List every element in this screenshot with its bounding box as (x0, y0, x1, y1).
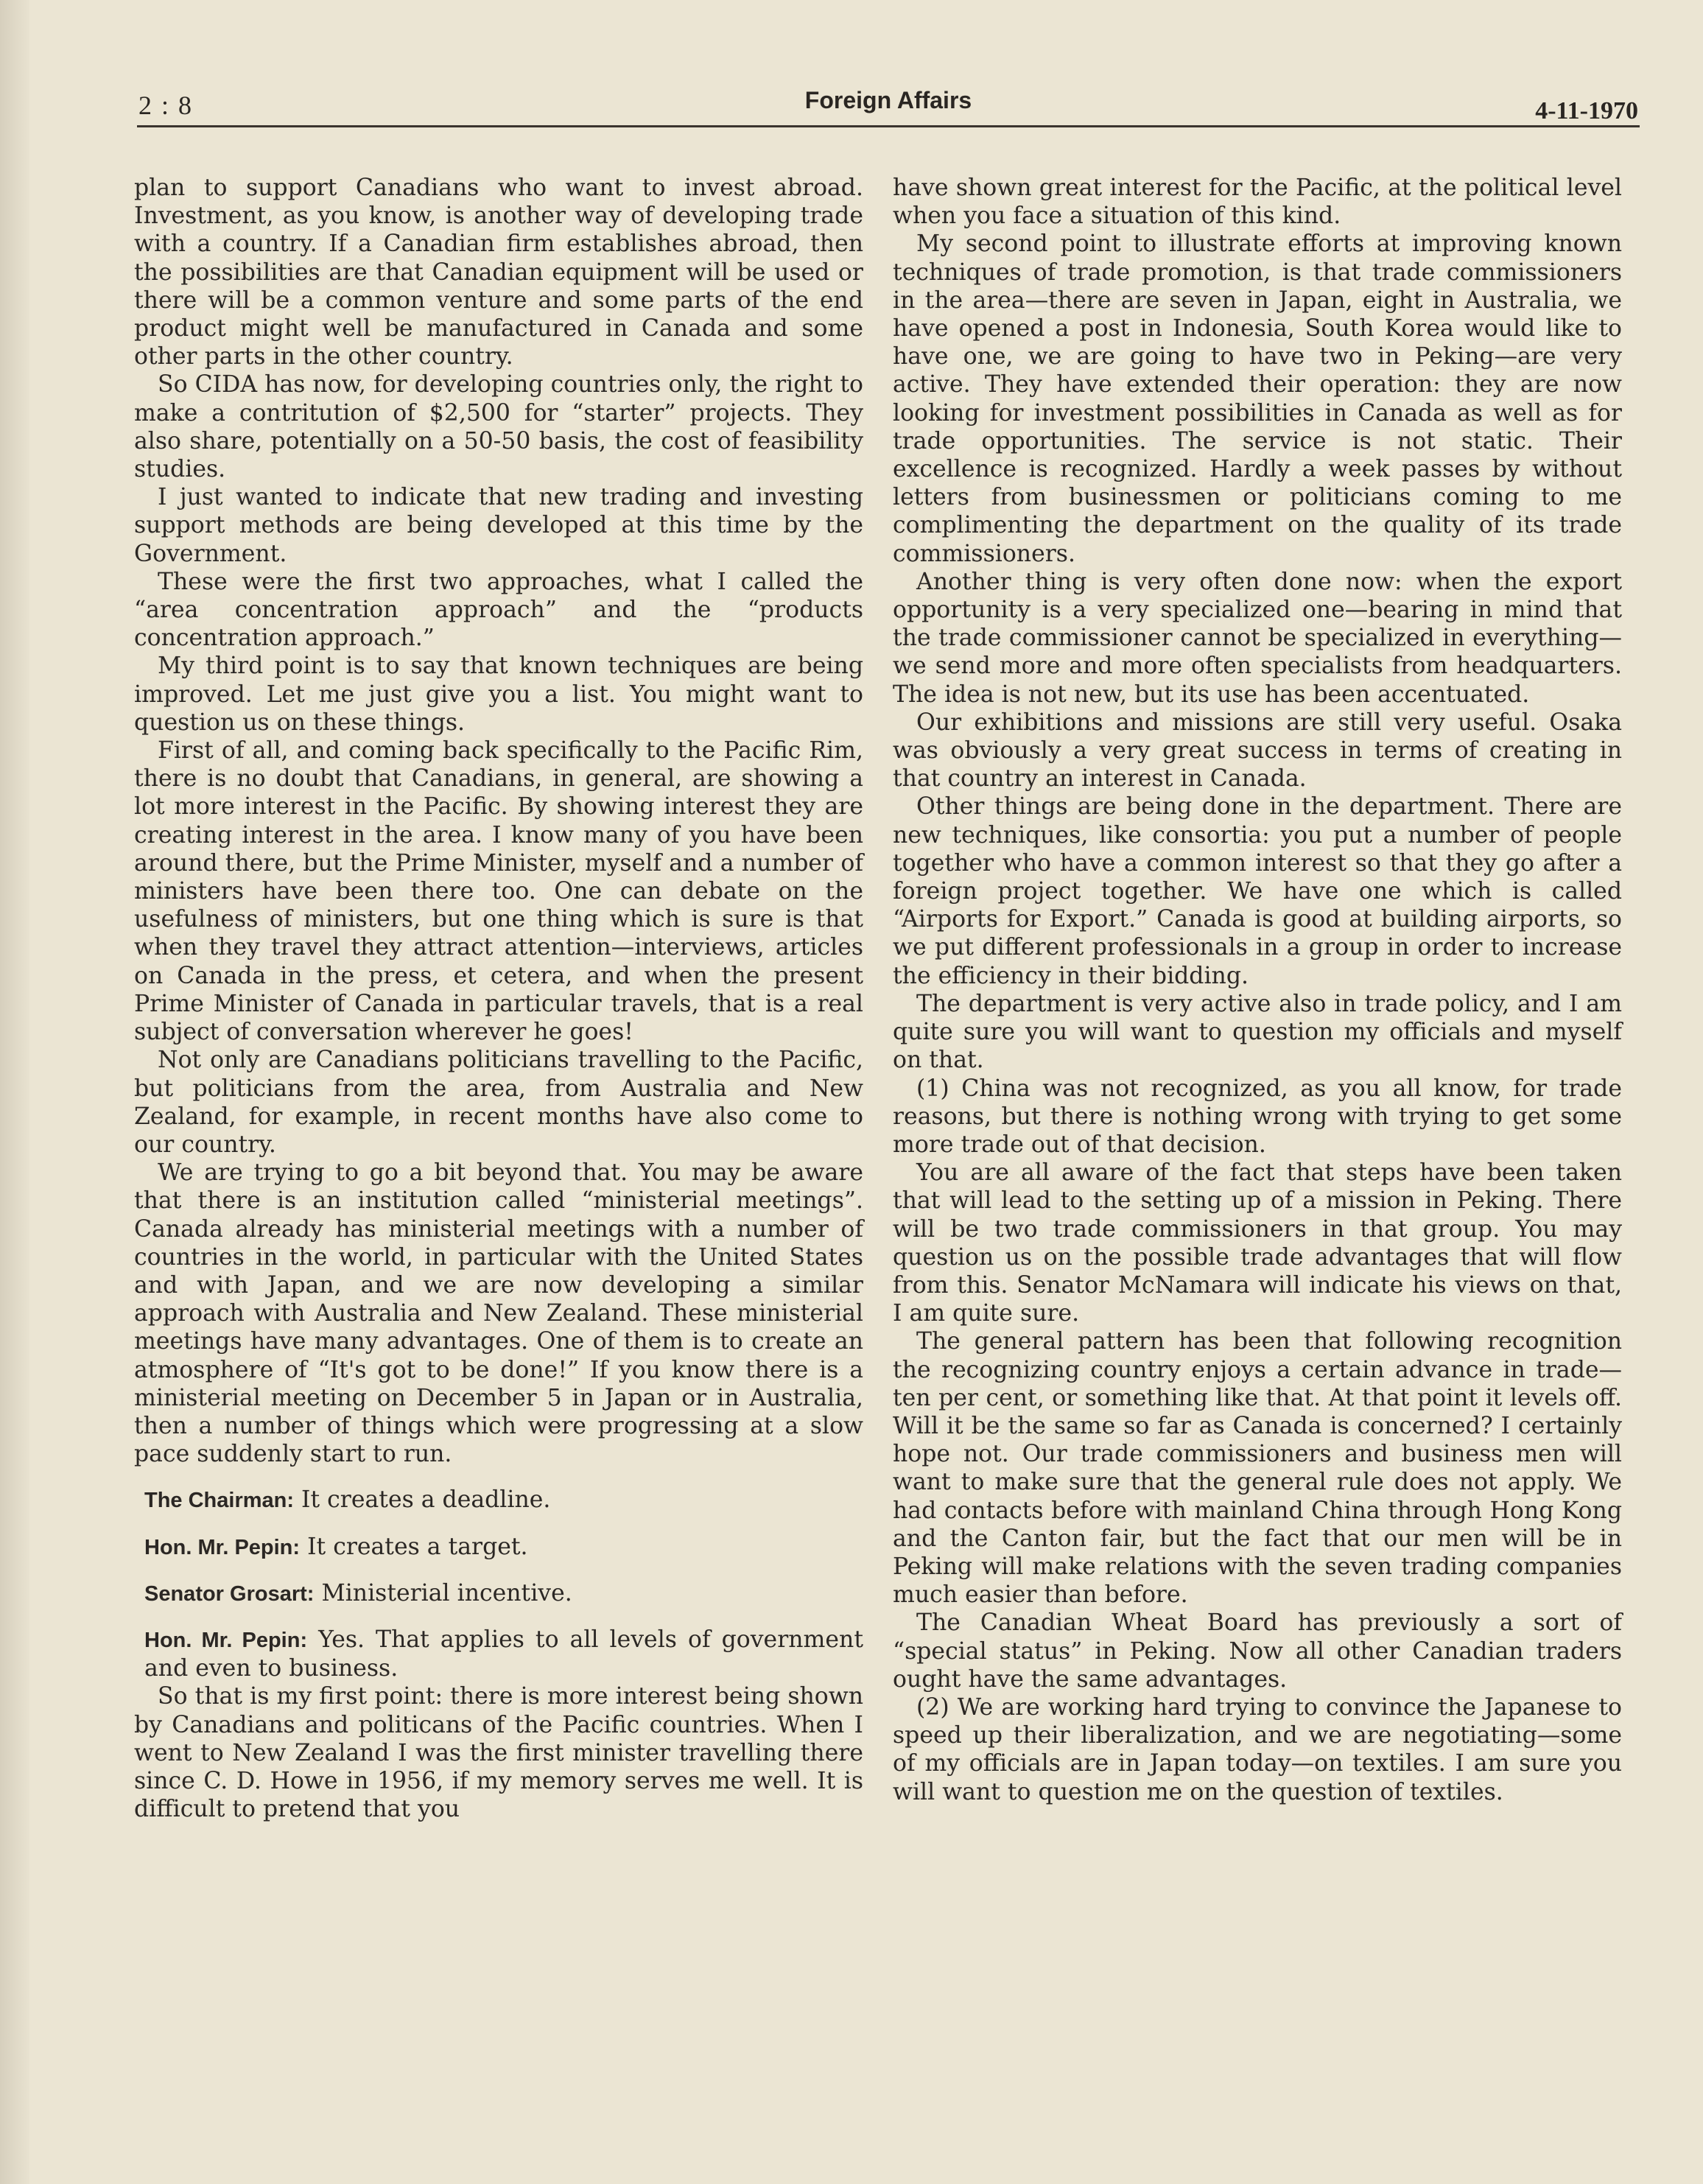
right-column (893, 174, 1622, 1806)
body-paragraph: Our exhibitions and missions are still very useful. Osaka was obviously a very great success in terms of creating in that country an interest in Canada. (893, 709, 1622, 793)
speech-paragraph (134, 1626, 863, 1682)
body-paragraph: These were the first two approaches, what I called the “area concentration approach” and the “products concentration approach.” (134, 568, 863, 652)
speech-text: Ministerial incentive. (314, 1579, 572, 1607)
speech-paragraph (134, 1533, 863, 1562)
body-paragraph: The Canadian Wheat Board has previously a sort of “special status” in Peking. Now all other Canadian traders ought have the same advantages. (893, 1609, 1622, 1693)
body-paragraph: You are all aware of the fact that steps have been taken that will lead to the setting up of a mission in Peking. There will be two trade commissioners in that group. You may question us on the possible trade advantages that will flow from this. Senator McNamara will indicate his views on that, I am quite sure. (893, 1159, 1622, 1327)
body-paragraph: Another thing is very often done now: when the export opportunity is a very specialized one—bearing in mind that the trade commissioner cannot be specialized in everything—we send more and more often specialists from headquarters. The idea is not new, but its use has been accentuated. (893, 568, 1622, 708)
body-paragraph: The department is very active also in trade policy, and I am quite sure you will want to question my officials and myself on that. (893, 990, 1622, 1074)
page-date: 4-11-1970 (1535, 97, 1638, 124)
body-paragraph: Not only are Canadians politicians travelling to the Pacific, but politicians from the area, from Australia and New Zealand, for example, in recent months have also come to our country. (134, 1047, 863, 1158)
body-paragraph: (2) We are working hard trying to convince the Japanese to speed up their liberalization, and we are negotiating—some of my officials are in Japan today—on textiles. I am sure you will want to question me on the question of textiles. (893, 1693, 1622, 1805)
speaker-name: Hon. Mr. Pepin: (144, 1628, 308, 1652)
body-paragraph: (1) China was not recognized, as you all know, for trade reasons, but there is nothing wrong with trying to get some more trade out of that decision. (893, 1075, 1622, 1158)
left-column (134, 174, 863, 1823)
page-header (138, 87, 1638, 131)
body-paragraph: plan to support Canadians who want to invest abroad. Investment, as you know, is another way of developing trade with a country. If a Canadian firm establishes abroad, then the possibilities are that Canadian equipment will be used or there will be a common venture and some parts of the end product might well be manufactured in Canada and some other parts in the other country. (134, 175, 863, 371)
speech-paragraph (134, 1579, 863, 1608)
speaker-name: Hon. Mr. Pepin: (144, 1535, 301, 1559)
header-rule (137, 125, 1640, 127)
body-paragraph: My second point to illustrate efforts at improving known techniques of trade promotion, is that trade commissioners in the area—there are seven in Japan, eight in Australia, we have opened a post in Indonesia, South Korea would like to have one, we are going to have two in Peking—are very active. They have extended their operation: they are now looking for investment possibilities in Canada as well as for trade opportunities. The service is not static. Their excellence is recognized. Hardly a week passes by without letters from businessmen or politicians coming to me complimenting the department on the quality of its trade commissioners. (893, 231, 1622, 567)
speech-paragraph (134, 1486, 863, 1514)
body-paragraph: So CIDA has now, for developing countries only, the right to make a contritution of $2,500 for “starter” projects. They also share, potentially on a 50-50 basis, the cost of feasibility studies. (134, 371, 863, 483)
body-paragraph: We are trying to go a bit beyond that. You may be aware that there is an institution called “ministerial meetings”. Canada already has ministerial meetings with a number of countries in the world, in particular with the United States and with Japan, and we are now developing a similar approach with Australia and New Zealand. These ministerial meetings have many advantages. One of them is to create an atmosphere of “It's got to be done!” If you know there is a ministerial meeting on December 5 in Japan or in Australia, then a number of things which were progressing at a slow pace suddenly start to run. (134, 1159, 863, 1468)
body-paragraph: have shown great interest for the Pacific, at the political level when you face a situation of this kind. (893, 175, 1622, 230)
speaker-name: Senator Grosart: (144, 1581, 315, 1606)
body-paragraph: I just wanted to indicate that new trading and investing support methods are being developed at this time by the Government. (134, 484, 863, 567)
body-paragraph: First of all, and coming back specifically to the Pacific Rim, there is no doubt that Canadians, in general, are showing a lot more interest in the Pacific. By showing interest they are creating interest in the area. I know many of you have been around there, but the Prime Minister, myself and a number of ministers have been there too. One can debate on the usefulness of ministers, but one thing which is sure is that when they travel they attract attention—interviews, articles on Canada in the press, et cetera, and when the present Prime Minister of Canada in particular travels, that is a real subject of conversation wherever he goes! (134, 737, 863, 1046)
page-number: 2 : 8 (138, 91, 194, 120)
page-edge-shadow (0, 0, 29, 2184)
speaker-name: The Chairman: (144, 1489, 295, 1513)
speech-text: It creates a deadline. (294, 1486, 551, 1514)
page-title: Foreign Affairs (804, 87, 972, 113)
speech-text: Yes. That applies to all levels of government and even to business. (144, 1626, 864, 1682)
body-paragraph: My third point is to say that known techniques are being improved. Let me just give you a list. You might want to question us on these things. (134, 653, 863, 736)
body-paragraph: So that is my first point: there is more interest being shown by Canadians and politicans of the Pacific countries. When I went to New Zealand I was the first minister travelling there since C. D. Howe in 1956, if my memory serves me well. It is difficult to pretend that you (134, 1683, 863, 1823)
body-paragraph: The general pattern has been that following recognition the recognizing country enjoys a certain advance in trade—ten per cent, or something like that. At that point it levels off. Will it be the same so far as Canada is concerned? I certainly hope not. Our trade commissioners and business men will want to make sure that the general rule does not apply. We had contacts before with mainland China through Hong Kong and the Canton fair, but the fact that our men will be in Peking will make relations with the seven trading companies much easier than before. (893, 1328, 1622, 1609)
body-paragraph: Other things are being done in the department. There are new techniques, like consortia: you put a number of people together who have a common interest so that they go after a foreign project together. We have one which is called “Airports for Export.” Canada is good at building airports, so we put different professionals in a group in order to increase the efficiency in their bidding. (893, 793, 1622, 989)
speech-text: It creates a target. (300, 1533, 528, 1560)
